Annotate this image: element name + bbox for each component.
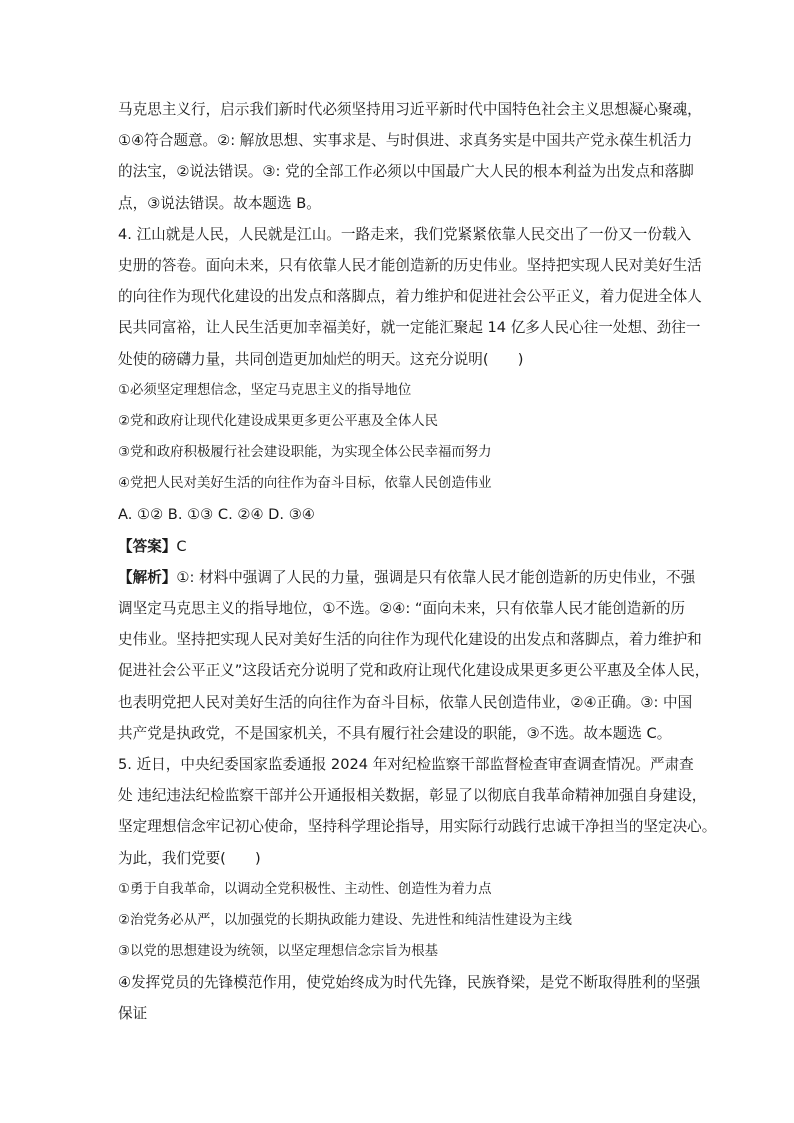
q4-option: ③党和政府积极履行社会建设职能，为实现全体公民幸福而努力 [118, 445, 492, 461]
q4-choices: A. ①② B. ①③ C. ②④ D. ③④ [118, 506, 315, 524]
q4-stem-line: 史册的答卷。面向未来，只有依靠人民才能创造新的历史伟业。坚持把实现人民对美好生活 [118, 256, 702, 274]
q5-option: ③以党的思想建设为统领，以坚定理想信念宗旨为根基 [118, 944, 438, 960]
prev-analysis-line: 的法宝，②说法错误。③: 党的全部工作必须以中国最广大人民的根本利益为出发点和落脚 [118, 163, 694, 181]
q4-analysis-line: 共产党是执政党，不是国家机关，不具有履行社会建设的职能，③不选。故本题选 C。 [118, 724, 672, 742]
q4-stem-line: 4. 江山就是人民，人民就是江山。一路走来，我们党紧紧依靠人民交出了一份又一份载入 [118, 225, 692, 243]
q4-stem-line: 民共同富裕，让人民生活更加幸福美好，就一定能汇聚起 14 亿多人民心往一处想、劲往一 [118, 319, 701, 337]
q4-analysis-first [118, 562, 696, 593]
q5-option-continuation: 保证 [118, 1005, 148, 1023]
prev-analysis-line: 点，③说法错误。故本题选 B。 [118, 194, 321, 212]
q4-stem-line: 的向往作为现代化建设的出发点和落脚点，着力维护和促进社会公平正义，着力促进全体人 [118, 288, 702, 306]
q5-stem-line: 为此，我们党要( ) [118, 849, 261, 867]
q4-option: ④党把人民对美好生活的向往作为奋斗目标，依靠人民创造伟业 [118, 476, 492, 492]
analysis-label: 【解析】 [118, 568, 177, 586]
q5-stem-line: 处 违纪违法纪检监察干部并公开通报相关数据，彰显了以彻底自我革命精神加强自身建设， [118, 787, 707, 805]
answer-value: C [176, 537, 187, 555]
analysis-text: ①: 材料中强调了人民的力量，强调是只有依靠人民才能创造新的历史伟业，不强 [176, 568, 696, 586]
q5-option: ④发挥党员的先锋模范作用，使党始终成为时代先锋，民族脊梁，是党不断取得胜利的坚强 [118, 974, 701, 992]
q5-option: ①勇于自我革命，以调动全党积极性、主动性、创造性为着力点 [118, 881, 492, 897]
answer-label: 【答案】 [118, 537, 177, 555]
q5-option: ②治党务必从严，以加强党的长期执政能力建设、先进性和纯洁性建设为主线 [118, 912, 572, 928]
q4-analysis-line: 也表明党把人民对美好生活的向往作为奋斗目标，依靠人民创造伟业，②④正确。③: 中国 [118, 693, 693, 711]
prev-analysis-line: ①④符合题意。②: 解放思想、实事求是、与时俱进、求真务实是中国共产党永葆生机活力 [118, 132, 693, 150]
q4-analysis-line: 促进社会公平正义”这段话充分说明了党和政府让现代化建设成果更多更公平惠及全体人民， [118, 662, 710, 680]
q4-stem-line: 处使的磅礴力量，共同创造更加灿烂的明天。这充分说明( ) [118, 350, 524, 368]
q5-stem-line: 5. 近日，中央纪委国家监委通报 2024 年对纪检监察干部监督检查审查调查情况。严肃查 [118, 755, 694, 773]
document-body [118, 94, 717, 1030]
q4-analysis-line: 史伟业。坚持把实现人民对美好生活的向往作为现代化建设的出发点和落脚点，着力维护和 [118, 631, 702, 649]
q4-option: ①必须坚定理想信念，坚定马克思主义的指导地位 [118, 382, 412, 398]
q4-analysis-line: 调坚定马克思主义的指导地位，①不选。②④: “面向未来，只有依靠人民才能创造新的历 [118, 600, 686, 617]
q5-stem-line: 坚定理想信念牢记初心使命，坚持科学理论指导，用实际行动践行忠诚干净担当的坚定决心。 [118, 818, 717, 836]
q4-answer [118, 531, 678, 562]
prev-analysis-line: 马克思主义行，启示我们新时代必须坚持用习近平新时代中国特色社会主义思想凝心聚魂， [118, 101, 702, 118]
q4-option: ②党和政府让现代化建设成果更多更公平惠及全体人民 [118, 413, 438, 429]
